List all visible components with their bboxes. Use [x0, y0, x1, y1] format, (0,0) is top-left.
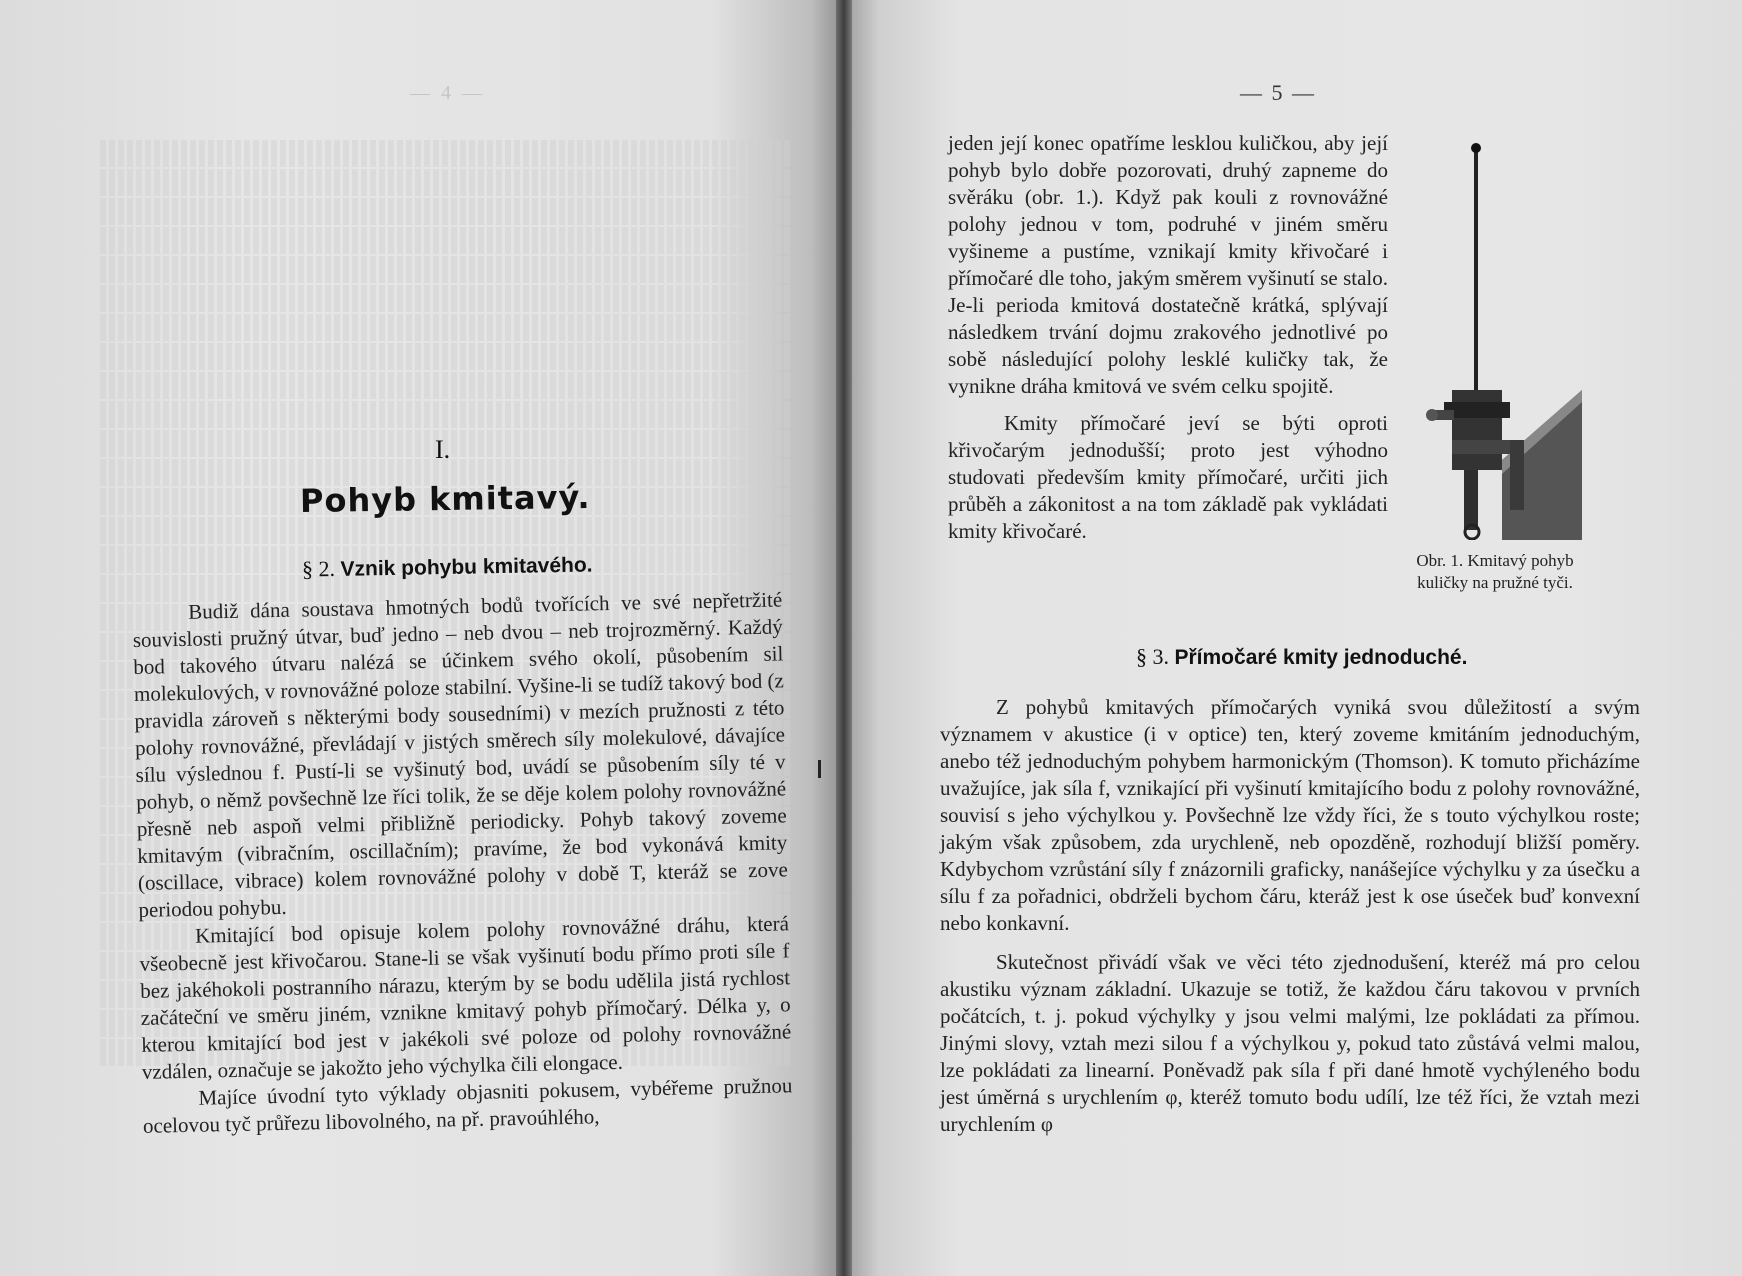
- right-page-bottom-text: [940, 694, 1640, 1138]
- section-title: Přímočaré kmity jednoduché.: [1174, 646, 1468, 669]
- chapter-number: I.: [435, 435, 451, 464]
- page-number: — 5 —: [1240, 80, 1316, 105]
- paragraph: jeden její konec opatříme lesklou kuličkou, aby její pohyb bylo dobře pozorovati, druhý zapneme do svěráku (obr. 1.). Když pak kouli z rovnovážné polohy jednou v tom, podruhé v jiném směru vyšineme a pustíme, vznikají kmity křivočaré i přímočaré dle toho, jakým směrem vyšinutí se stalo. Je-li perioda kmitová dostatečně krátká, splývají následkem trvání dojmu zrakového jednotlivé po sobě následující polohy lesklé kuličky tak, že vynikne dráha kmitová ve svém celku spojitě.: [948, 131, 1388, 398]
- section-title: Vznik pohybu kmitavého.: [340, 553, 593, 581]
- bleed-through-page-number: — 4 —: [410, 82, 485, 104]
- paragraph: Skutečnost přivádí však ve věci této zjednodušení, kteréž má pro celou akustiku význam základní. Ukazuje se totiž, že každou čáru takovou v prvních počátcích, t. j. pokud výchylky y jsou velmi malými, lze pokládati za přímou. Jinými slovy, vztah mezi silou f a výchylkou y, pokud tato zůstává velmi malou, lze pokládati za linearní. Poněvadž pak síla f při dané hmotě vychýleného bodu jest úměrná s urychlením φ, kteréž tomuto bodu udílí, lze též říci, že vztah mezi urychlením φ: [940, 950, 1640, 1136]
- section-number: § 3.: [1136, 644, 1169, 669]
- right-page: [852, 0, 1742, 1276]
- right-page-top-text: [948, 130, 1388, 545]
- paragraph: Z pohybů kmitavých přímočarých vyniká svou důležitostí a svým významem v akustice (i v optice) ten, který zoveme kmitáním jednoduchým, anebo též jednoduchým pohybem harmonickým (Thomson). K tomuto přicházíme uvažujíce, jak síla f, vznikající při vyšinutí kmitajícího bodu z polohy rovnovážné, souvisí s jeho výchylkou y. Povšechně lze vždy říci, že s touto výchylkou roste; jakým však způsobem, zda urychleně, neb opozděně, rozhodují bližší poměry. Kdybychom vzrůstání síly f znázornili graficky, nanášejíce výchylku y za úsečku a sílu f za pořadnici, obdrželi bychom čáru, kteráž jest k ose úseček buď konvexní nebo konkavní.: [940, 695, 1640, 935]
- paragraph: Kmity přímočaré jeví se býti oproti křivočarým jednodušší; proto jest výhodno studovati především kmity přímočaré, určiti jich průběh a zákonitost a na tom základě pak vykládati kmity křivočaré.: [948, 411, 1388, 543]
- figure-caption: Obr. 1. Kmitavý pohyb kuličky na pružné tyči.: [1416, 551, 1574, 592]
- section-number: § 2.: [301, 555, 336, 582]
- paragraph: Majíce úvodní tyto výklady objasniti pokusem, vybéřeme pružnou ocelovou tyč průřezu libovolného, na př. pravoúhlého,: [142, 1073, 793, 1138]
- vise-with-elastic-rod-figure: [1422, 140, 1582, 540]
- chapter-title: Pohyb kmitavý.: [299, 477, 591, 521]
- book-gutter: [836, 0, 852, 1276]
- section-heading-2: [302, 551, 593, 582]
- paragraph: Kmitající bod opisuje kolem polohy rovnovážné dráhu, která všeobecně jest křivočarou. Stane-li se však vyšinutí bodu přímo proti síle f bez jakéhokoli postranního nárazu, kterým by se bodu udělila jistá rychlost začáteční ve směru jiném, vznikne kmitavý pohyb přímočarý. Délka y, o kterou kmitající bod jest v jakékoli své poloze od polohy rovnovážné vzdálen, označuje se jakožto jeho výchylka čili elongace.: [139, 911, 792, 1084]
- paragraph: Budiž dána soustava hmotných bodů tvořících ve své nepřetržité souvislosti pružný útvar, buď jedno – neb dvou – neb trojrozměrný. Každý bod takového útvaru nalézá se účinkem svého okolí, působením sil molekulových, v rovnovážné poloze stabilní. Vyšine-li se tudíž takový bod (z pravidla zároveň s některými body sousedními) v mezích pružnosti z této polohy rovnovážné, převládají v jistých směrech síly molekulové, dávajíce sílu výslednou f. Pustí-li se vyšinutý bod, uvádí se působením síly té v pohyb, o němž povšechně lze říci tolik, že se děje kolem polohy rovnovážné přesně neb aspoň velmi přibližně periodicky. Pohyb takový zoveme kmitavým (vibračním, oscillačním); pravíme, že bod vykonává kmity (oscillace, vibrace) kolem rovnovážné polohy v době T, kteráž se zove periodou pohybu.: [132, 587, 789, 922]
- section-heading-3: [1136, 644, 1467, 670]
- left-page: [0, 0, 836, 1276]
- left-page-body: [132, 586, 793, 1139]
- pencil-mark: [818, 760, 821, 778]
